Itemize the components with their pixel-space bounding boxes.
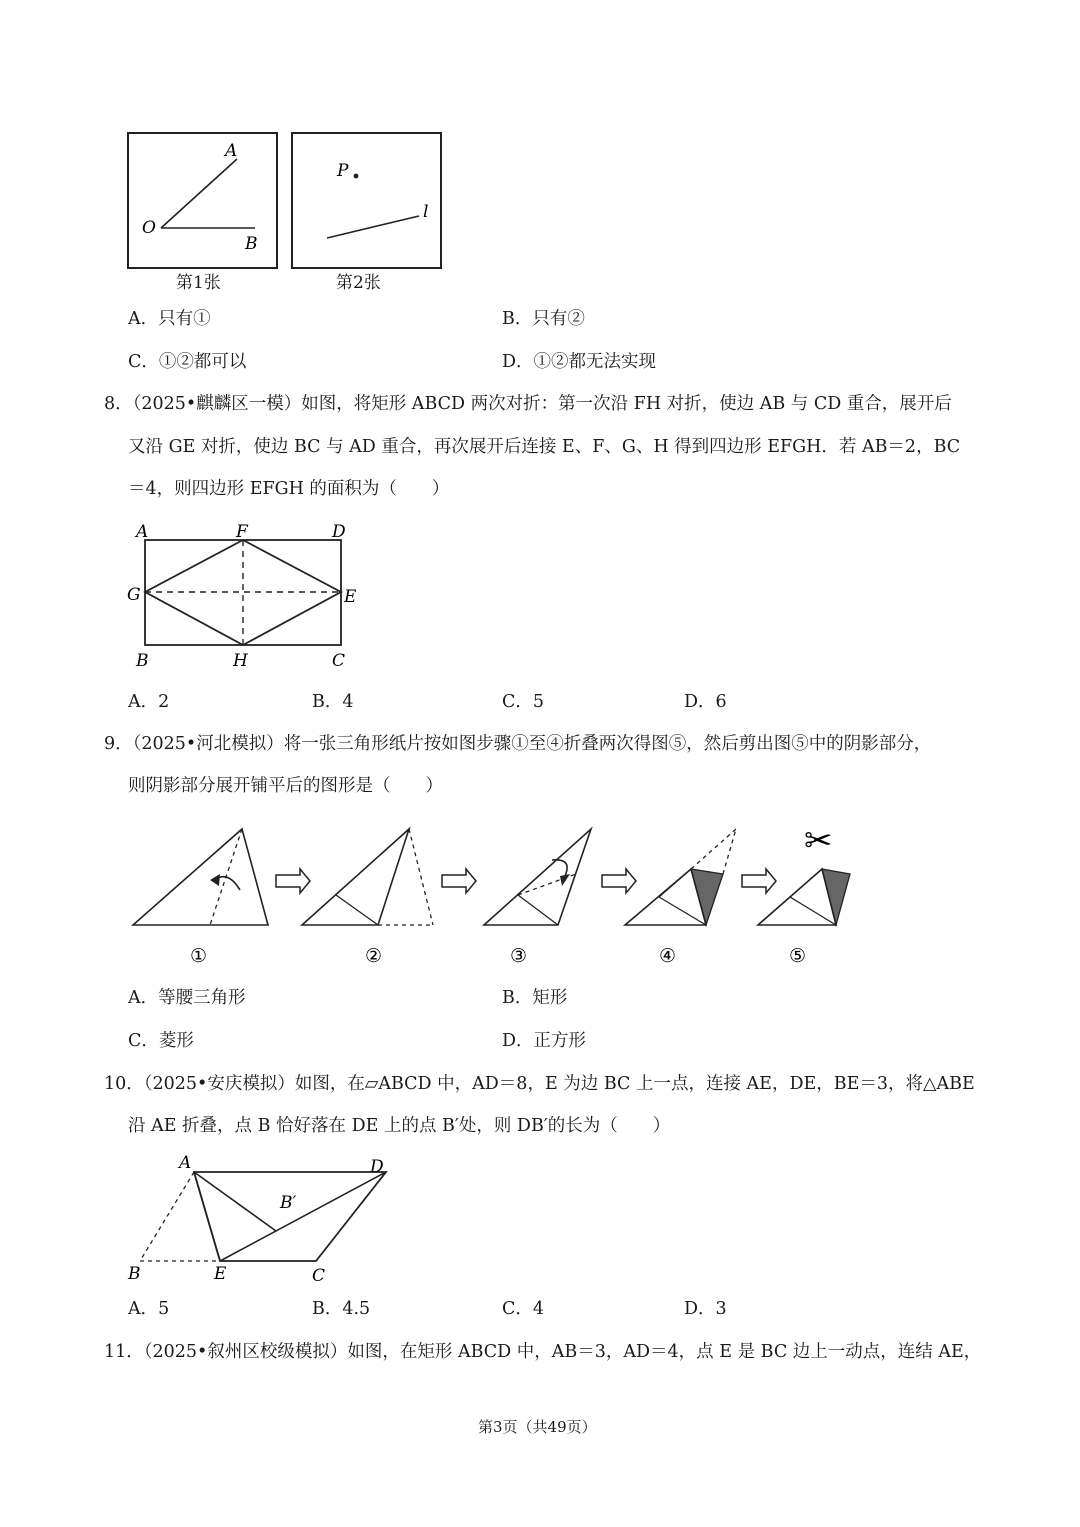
q11-stem-line-1: 11．（2025•叙州区校级模拟）如图，在矩形 ABCD 中，AB＝3，AD＝4，点 E 是 BC 边上一动点，连结 AE， bbox=[104, 1342, 982, 1362]
step-label-2: ② bbox=[365, 945, 383, 967]
q9-option-a[interactable]: A．等腰三角形 bbox=[128, 988, 246, 1008]
q8-stem-line-3: ＝4，则四边形 EFGH 的面积为（ ） bbox=[128, 479, 450, 499]
arrow-4 bbox=[742, 869, 776, 893]
q9-option-b[interactable]: B．矩形 bbox=[502, 988, 568, 1008]
q7-figure-2-caption: 第2张 bbox=[336, 273, 381, 293]
q7-option-b[interactable]: B．只有② bbox=[502, 309, 585, 329]
parallelogram-aecd bbox=[194, 1172, 386, 1261]
label-p: P bbox=[337, 161, 349, 181]
q10-option-c[interactable]: C．4 bbox=[502, 1299, 545, 1319]
label-d: D bbox=[332, 522, 346, 542]
label-c: C bbox=[332, 651, 346, 671]
label-c: C bbox=[312, 1266, 326, 1286]
segment-ab-prime bbox=[194, 1172, 276, 1231]
label-b: B bbox=[128, 1264, 141, 1284]
label-h: H bbox=[233, 651, 248, 671]
q8-option-d[interactable]: D．6 bbox=[684, 692, 727, 712]
label-a: A bbox=[179, 1153, 192, 1173]
q7-option-d[interactable]: D．①②都无法实现 bbox=[502, 352, 657, 372]
step-1-triangle bbox=[133, 829, 268, 925]
label-e: E bbox=[214, 1264, 227, 1284]
q9-figure bbox=[128, 812, 868, 972]
label-l: l bbox=[423, 202, 429, 222]
arrow-1 bbox=[276, 869, 310, 893]
q7-figure-1-caption: 第1张 bbox=[176, 273, 221, 293]
point-p bbox=[354, 174, 359, 179]
ray-oa bbox=[161, 159, 237, 228]
step-label-1: ① bbox=[190, 945, 208, 967]
q8-stem-line-1: 8．（2025•麒麟区一模）如图，将矩形 ABCD 两次对折：第一次沿 FH 对折，使边 AB 与 CD 重合，展开后 bbox=[104, 394, 952, 414]
q7-option-a[interactable]: A．只有① bbox=[128, 309, 211, 329]
q10-option-a[interactable]: A．5 bbox=[128, 1299, 170, 1319]
scissors-icon: ✂ bbox=[804, 821, 833, 861]
q9-stem-line-1: 9．（2025•河北模拟）将一张三角形纸片按如图步骤①至④折叠两次得图⑤，然后剪出图⑤中的阴影部分， bbox=[104, 734, 932, 754]
q10-option-d[interactable]: D．3 bbox=[684, 1299, 727, 1319]
label-f: F bbox=[236, 522, 248, 542]
q10-stem-line-1: 10．（2025•安庆模拟）如图，在▱ABCD 中，AD＝8，E 为边 BC 上一点，连接 AE，DE，BE＝3，将△ABE bbox=[104, 1074, 975, 1094]
arrow-3 bbox=[602, 869, 636, 893]
step-4-triangle bbox=[625, 829, 736, 925]
q10-stem-line-2: 沿 AE 折叠，点 B 恰好落在 DE 上的点 B′处，则 DB′的长为（ ） bbox=[128, 1116, 671, 1136]
step-label-4: ④ bbox=[659, 945, 677, 967]
q9-option-c[interactable]: C．菱形 bbox=[128, 1031, 194, 1051]
segment-ae bbox=[194, 1172, 220, 1261]
step-2-triangle bbox=[302, 829, 433, 925]
segment-ab-dashed bbox=[140, 1172, 194, 1261]
line-l bbox=[327, 216, 419, 238]
label-a: A bbox=[136, 522, 149, 542]
arrow-2 bbox=[442, 869, 476, 893]
q8-option-c[interactable]: C．5 bbox=[502, 692, 545, 712]
figure-frame bbox=[292, 133, 441, 268]
page-number: 第3页（共49页） bbox=[478, 1418, 597, 1436]
q7-figure-2 bbox=[291, 132, 443, 270]
q8-figure bbox=[124, 518, 364, 674]
label-a: A bbox=[225, 141, 238, 161]
q8-option-a[interactable]: A．2 bbox=[128, 692, 170, 712]
label-b: B bbox=[245, 234, 258, 254]
label-e: E bbox=[344, 587, 357, 607]
step-label-5: ⑤ bbox=[789, 945, 807, 967]
label-d: D bbox=[370, 1157, 384, 1177]
q8-option-b[interactable]: B．4 bbox=[312, 692, 354, 712]
q9-stem-line-2: 则阴影部分展开铺平后的图形是（ ） bbox=[128, 776, 443, 796]
label-b: B bbox=[136, 651, 149, 671]
step-5-triangle bbox=[758, 869, 850, 925]
q8-stem-line-2: 又沿 GE 对折，使边 BC 与 AD 重合，再次展开后连接 E、F、G、H 得到四边形 EFGH．若 AB＝2，BC bbox=[128, 437, 961, 457]
q9-option-d[interactable]: D．正方形 bbox=[502, 1031, 587, 1051]
q10-figure bbox=[124, 1148, 394, 1286]
q7-option-c[interactable]: C．①②都可以 bbox=[128, 352, 247, 372]
q7-figure-1 bbox=[127, 132, 279, 270]
q10-option-b[interactable]: B．4.5 bbox=[312, 1299, 371, 1319]
step-label-3: ③ bbox=[510, 945, 528, 967]
segment-de bbox=[220, 1172, 386, 1261]
step-3-triangle bbox=[484, 829, 591, 925]
label-g: G bbox=[127, 585, 141, 605]
label-b-prime: B′ bbox=[280, 1193, 297, 1213]
label-o: O bbox=[142, 218, 156, 238]
